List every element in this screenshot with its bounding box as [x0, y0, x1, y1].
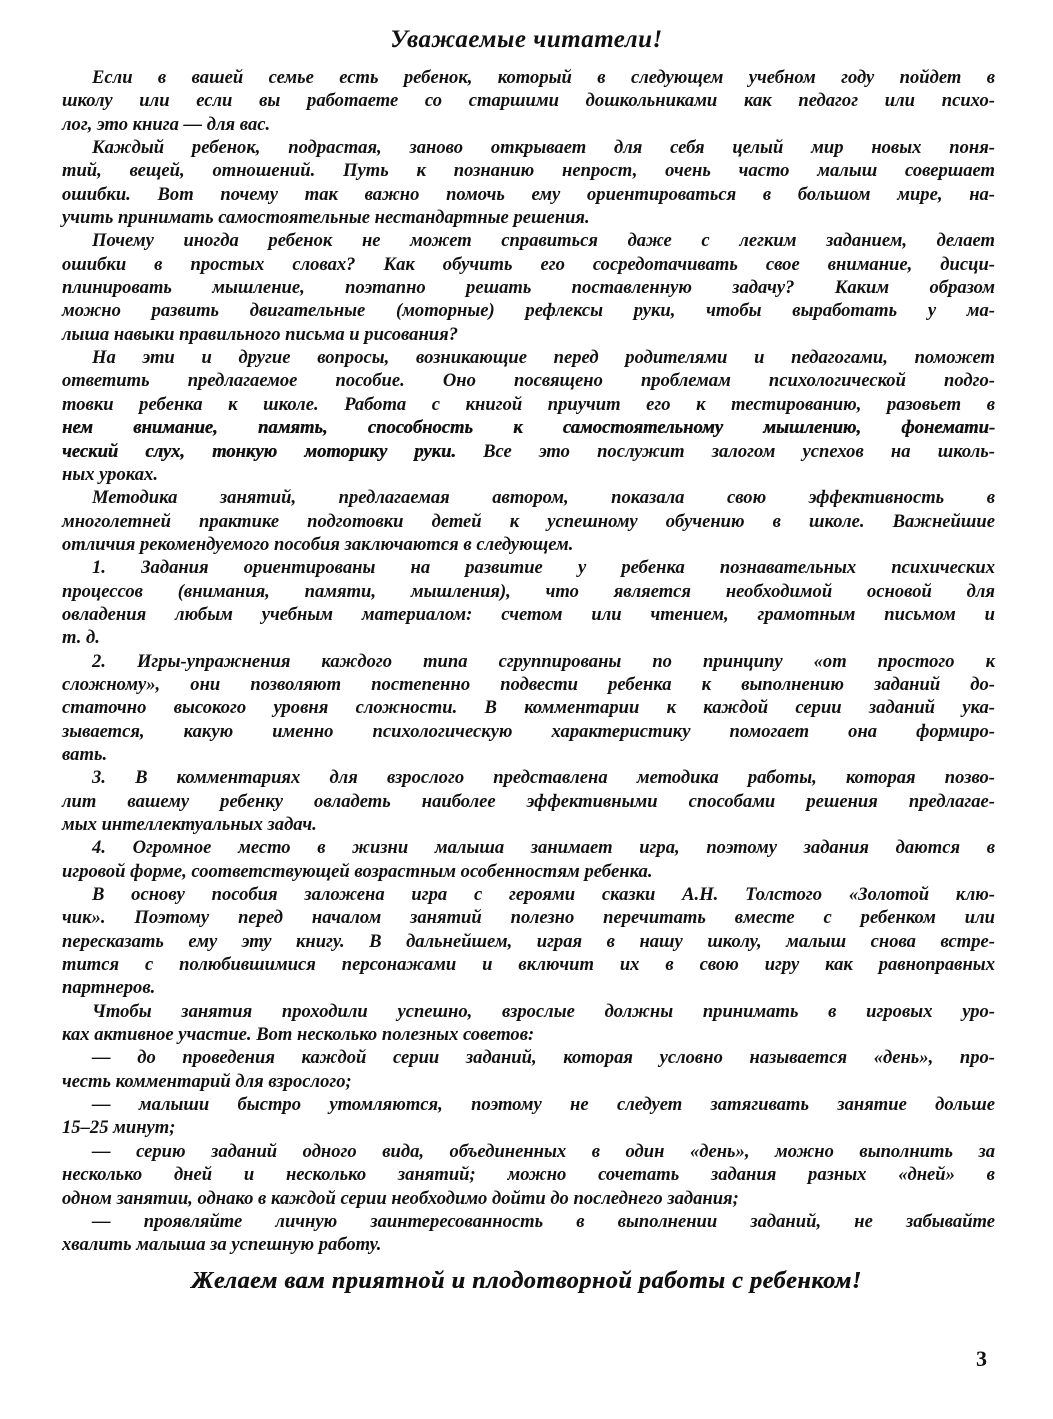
paragraph	[62, 650, 995, 767]
paragraph	[62, 136, 995, 229]
text-line: игровой форме, соответствующей возрастным особенностям ребенка.	[62, 860, 653, 882]
paragraph	[62, 556, 995, 649]
text-line: пересказать ему эту книгу. В дальнейшем, играя в нашу школу, малыш снова встре-	[62, 930, 995, 952]
text-line: На эти и другие вопросы, возникающие перед родителями и педагогами, поможет	[92, 347, 995, 369]
text-line: ках активное участие. Вот несколько полезных советов:	[62, 1024, 535, 1046]
text-line: Чтобы занятия проходили успешно, взрослые должны принимать в игровых уро-	[92, 1000, 995, 1022]
text-line: овладения любым учебным материалом: счетом или чтением, грамотным письмом и	[62, 603, 995, 625]
text-line: зывается, какую именно психологическую характеристику помогает она формиро-	[62, 720, 995, 742]
text-line	[62, 440, 995, 463]
paragraph	[62, 66, 995, 136]
text-line: 2. Игры-упражнения каждого типа сгруппированы по принципу «от простого к	[92, 650, 995, 672]
text-line: Если в вашей семье есть ребенок, который в следующем учебном году пойдет в	[92, 67, 995, 88]
text-line: Почему иногда ребенок не может справиться даже с легким заданием, делает	[92, 230, 995, 252]
text-line: т. д.	[62, 627, 100, 649]
text-line: ответить предлагаемое пособие. Оно посвящено проблемам психологической подго-	[62, 370, 995, 392]
paragraph	[62, 486, 995, 556]
text-line: мых интеллектуальных задач.	[62, 814, 317, 835]
text-line: сложному», они позволяют постепенно подвести ребенка к выполнению заданий до-	[62, 673, 995, 695]
text-line: ных уроках.	[62, 463, 158, 485]
text-line: лыша навыки правильного письма и рисования?	[62, 323, 459, 345]
emphasized-text: ческий слух, тонкую моторику руки.	[62, 440, 456, 462]
text-line: Методика занятий, предлагаемая автором, показала свою эффективность в	[92, 487, 995, 509]
text-line: — до проведения каждой серии заданий, которая условно называется «день», про-	[92, 1047, 995, 1069]
paragraph	[62, 346, 995, 486]
paragraph	[62, 1140, 995, 1210]
text-line: можно развить двигательные (моторные) рефлексы руки, чтобы выработать у ма-	[62, 300, 995, 322]
text-line: честь комментарий для взрослого;	[62, 1070, 352, 1092]
text-line: одном занятии, однако в каждой серии необходимо дойти до последнего задания;	[62, 1187, 739, 1209]
text-line: ошибки. Вот почему так важно помочь ему ориентироваться в большом мире, на-	[62, 183, 995, 205]
closing-line: Желаем вам приятной и плодотворной работы с ребенком!	[191, 1268, 862, 1294]
text-line	[62, 416, 995, 439]
paragraph	[62, 1046, 995, 1093]
text-line: плинировать мышление, поэтапно решать поставленную задачу? Каким образом	[62, 277, 995, 299]
body-text	[62, 66, 995, 1257]
text-line: вать.	[62, 743, 108, 765]
page-number: 3	[976, 1346, 987, 1371]
text-line: лог, это книга — для вас.	[62, 113, 271, 135]
paragraph	[62, 1210, 995, 1257]
text-line: статочно высокого уровня сложности. В комментарии к каждой серии заданий ука-	[62, 697, 995, 719]
text-line: процессов (внимания, памяти, мышления), что является необходимой основой для	[62, 580, 995, 602]
text-line: — малыши быстро утомляются, поэтому не следует затягивать занятие дольше	[92, 1094, 995, 1116]
text-line: 4. Огромное место в жизни малыша занимает игра, поэтому задания даются в	[92, 837, 995, 859]
text-line: лит вашему ребенку овладеть наиболее эффективными способами решения предлагае-	[62, 790, 995, 812]
page-title: Уважаемые читатели!	[390, 26, 663, 53]
text-line: несколько дней и несколько занятий; можно сочетать задания разных «дней» в	[62, 1164, 995, 1186]
text-line: 15–25 минут;	[62, 1117, 176, 1139]
text-line: школу или если вы работаете со старшими дошкольниками как педагог или психо-	[62, 90, 995, 112]
text-line: партнеров.	[62, 977, 156, 999]
text-line: хвалить малыша за успешную работу.	[62, 1234, 382, 1256]
text-line: многолетней практике подготовки детей к успешному обучению в школе. Важнейшие	[62, 510, 995, 532]
paragraph	[62, 836, 995, 883]
paragraph	[62, 1093, 995, 1140]
emphasized-text: нем внимание, память, способность к самостоятельному мышлению, фонемати-	[62, 417, 995, 439]
text-line: отличия рекомендуемого пособия заключаются в следующем.	[62, 533, 574, 555]
paragraph	[62, 1000, 995, 1047]
text-line: тится с полюбившимися персонажами и включит их в свою игру как равноправных	[62, 954, 995, 976]
text-line: — серию заданий одного вида, объединенных в один «день», можно выполнить за	[92, 1140, 995, 1162]
text-line: тий, вещей, отношений. Путь к познанию непрост, очень часто малыш совершает	[62, 160, 995, 182]
text-line: товки ребенка к школе. Работа с книгой приучит его к тестированию, разовьет в	[62, 393, 995, 415]
text-line: В основу пособия заложена игра с героями сказки А.Н. Толстого «Золотой клю-	[92, 884, 995, 906]
text-line: Каждый ребенок, подрастая, заново открывает для себя целый мир новых поня-	[92, 137, 995, 159]
text-line: 3. В комментариях для взрослого представлена методика работы, которая позво-	[92, 767, 995, 789]
paragraph	[62, 883, 995, 1000]
text-line: ошибки в простых словах? Как обучить его сосредотачивать свое внимание, дисци-	[62, 253, 995, 275]
text-line: — проявляйте личную заинтересованность в выполнении заданий, не забывайте	[92, 1210, 995, 1232]
text-line: 1. Задания ориентированы на развитие у ребенка познавательных психических	[92, 557, 995, 579]
text-segment: Все это послужит залогом успехов на школь-	[455, 440, 995, 462]
paragraph	[62, 766, 995, 836]
paragraph	[62, 229, 995, 346]
text-line: чик». Поэтому перед началом занятий полезно перечитать вместе с ребенком или	[62, 907, 995, 929]
text-line: учить принимать самостоятельные нестандартные решения.	[62, 207, 590, 229]
